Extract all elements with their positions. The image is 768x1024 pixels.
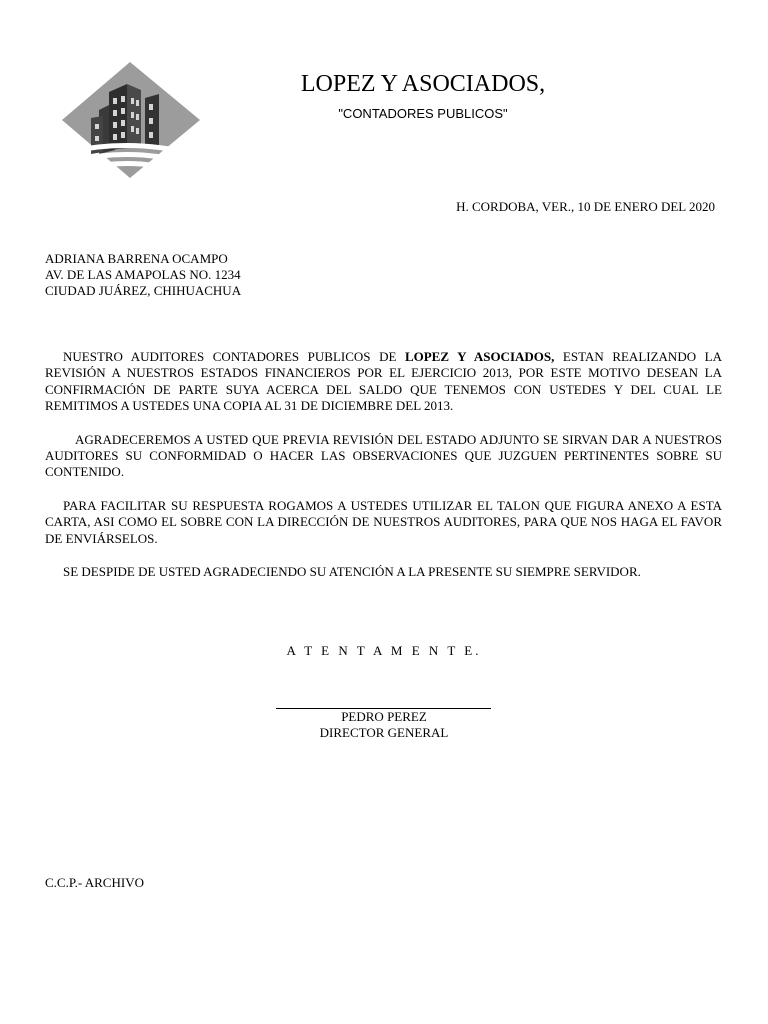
company-tagline: "CONTADORES PUBLICOS" bbox=[338, 106, 508, 121]
paragraph-1 bbox=[45, 349, 722, 415]
paragraph-3: PARA FACILITAR SU RESPUESTA ROGAMOS A USTEDES UTILIZAR EL TALON QUE FIGURA ANEXO A ESTA CARTA, ASI COMO EL SOBRE CON LA DIRECCIÓN DE NUESTROS AUDITORES, PARA QUE NOS HAGA EL FAVOR DE ENVIÁRSELOS. bbox=[45, 497, 722, 546]
recipient-city: CIUDAD JUÁREZ, CHIHUACHUA bbox=[45, 283, 242, 298]
paragraph-4: SE DESPIDE DE USTED AGRADECIENDO SU ATENCIÓN A LA PRESENTE SU SIEMPRE SERVIDOR. bbox=[63, 564, 641, 580]
signer-name: PEDRO PEREZ bbox=[341, 709, 427, 724]
signer-title: DIRECTOR GENERAL bbox=[319, 725, 449, 740]
closing-salutation: A T E N T A M E N T E. bbox=[286, 643, 482, 658]
recipient-address bbox=[45, 251, 241, 299]
company-name-inline: LOPEZ Y ASOCIADOS, bbox=[404, 349, 555, 364]
letter-date: H. CORDOBA, VER., 10 DE ENERO DEL 2020 bbox=[456, 199, 715, 214]
letter-body bbox=[45, 349, 722, 597]
recipient-street: AV. DE LAS AMAPOLAS NO. 1234 bbox=[45, 267, 241, 282]
paragraph-2: AGRADECEREMOS A USTED QUE PREVIA REVISIÓN DEL ESTADO ADJUNTO SE SIRVAN DAR A NUESTROS AUDITORES SU CONFORMIDAD O HACER LAS OBSERVACIONES QUE JUZGUEN PERTINENTES SOBRE SU CONTENIDO. bbox=[45, 431, 722, 480]
carbon-copy-note: C.C.P.- ARCHIVO bbox=[45, 875, 144, 890]
company-name: LOPEZ Y ASOCIADOS, bbox=[300, 71, 546, 97]
paragraph-1-start: NUESTRO AUDITORES CONTADORES PUBLICOS DE bbox=[63, 349, 405, 364]
paragraph-1-end: ESTAN REALIZANDO LA REVISIÓN A NUESTROS ESTADOS FINANCIEROS POR EL EJERCICIO 2013, POR ESTE MOTIVO DESEAN LA CONFIRMACIÓN DE PARTE SUYA ACERCA DEL SALDO QUE TENEMOS CON USTEDES Y DEL CUAL LE REMITIMOS A USTEDES UNA COPIA AL 31 DE DICIEMBRE DEL 2013. bbox=[45, 349, 722, 414]
recipient-name: ADRIANA BARRENA OCAMPO bbox=[45, 251, 228, 266]
signature-block bbox=[0, 709, 768, 741]
buildings-logo-icon bbox=[61, 62, 201, 180]
